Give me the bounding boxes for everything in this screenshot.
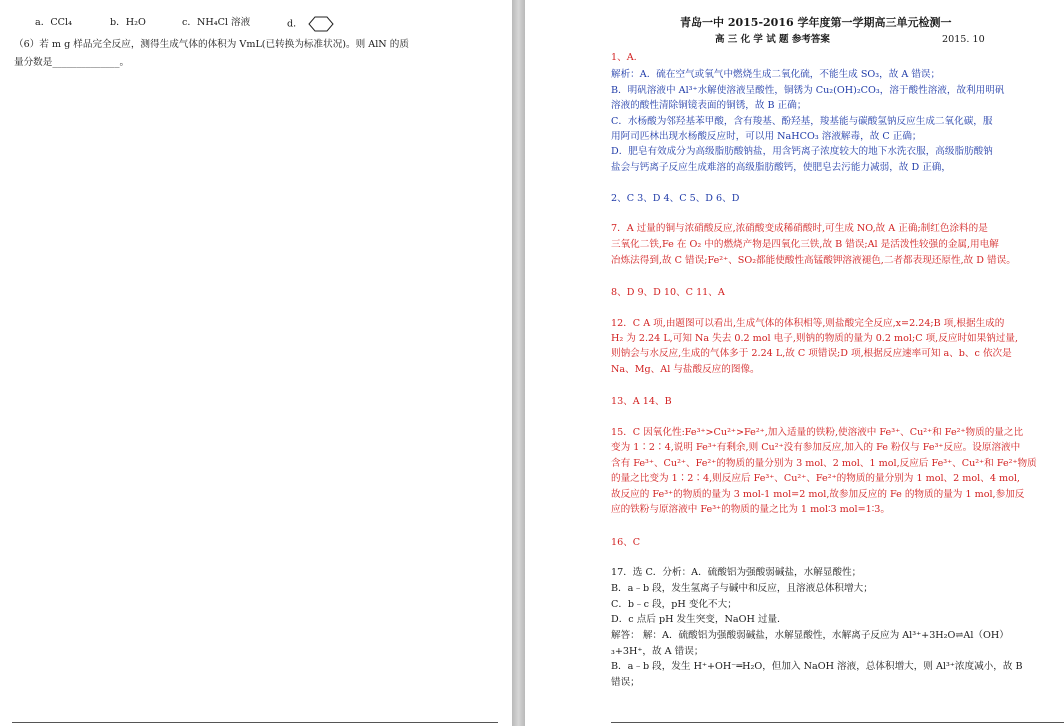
answer-line: 7．A 过量的铜与浓硝酸反应,浓硝酸变成稀硝酸时,可生成 NO,故 A 正确;制红色涂料的是 — [611, 223, 988, 234]
answer-line: D．c 点后 pH 发生突变，NaOH 过量． — [611, 614, 787, 625]
answer-line: 12．C A 项,由题图可以看出,生成气体的体积相等,则盐酸完全反应,x=2.24;B 项,根据生成的 — [611, 318, 1005, 329]
benzene-ring-icon — [308, 16, 334, 32]
answer-line: C．b﹣c 段，pH 变化不大； — [611, 599, 737, 610]
answer-line: 应的铁粉与原溶液中 Fe³⁺的物质的量之比为 1 mol∶3 mol=1∶3。 — [611, 504, 890, 515]
answer-line: 错误； — [611, 677, 640, 688]
left-page — [0, 0, 512, 726]
answer-line: 1、A. — [611, 52, 637, 63]
answer-line: 溶液的酸性清除铜镜表面的铜锈，故 B 正确； — [611, 100, 807, 111]
answer-line: Na、Mg、Al 与盐酸反应的图像。 — [611, 364, 760, 375]
right-footer-rule — [611, 722, 1064, 723]
answer-line: H₂ 为 2.24 L,可知 Na 失去 0.2 mol 电子,则钠的物质的量为 0.2 mol;C 项,反应时如果钠过量, — [611, 333, 1019, 344]
answer-line: ₃+3H⁺，故 A 错误； — [611, 646, 704, 657]
answer-line: 15．C 因氧化性:Fe³⁺>Cu²⁺>Fe²⁺,加入适量的铁粉,使溶液中 Fe³⁺、Cu²⁺和 Fe²⁺物质的量之比 — [611, 427, 1024, 438]
answer-line: 用阿司匹林出现水杨酸反应时，可以用 NaHCO₃ 溶液解毒，故 C 正确； — [611, 131, 922, 142]
option-d-label: d． — [287, 18, 303, 30]
answer-line: B．a﹣b 段，发生 H⁺+OH⁻═H₂O，但加入 NaOH 溶液，总体积增大，则 Al³⁺浓度减小，故 B — [611, 661, 1023, 672]
q6-line-2: 量分数是______________。 — [14, 57, 130, 68]
answer-line: C．水杨酸为邻羟基苯甲酸，含有羧基、酚羟基，羧基能与碳酸氢钠反应生成二氧化碳，服 — [611, 116, 993, 127]
option-d — [287, 16, 334, 32]
answer-line: 8、D 9、D 10、C 11、A — [611, 287, 725, 298]
doc-title: 青岛一中 2015-2016 学年度第一学期高三单元检测一 — [680, 16, 952, 29]
answer-line: D．肥皂有效成分为高级脂肪酸钠盐，用含钙离子浓度较大的地下水洗衣服，高级脂肪酸钠 — [611, 146, 993, 157]
answer-line: B．a﹣b 段，发生氢离子与碱中和反应，且溶液总体积增大； — [611, 583, 873, 594]
page-gutter — [512, 0, 525, 726]
answer-line: 的量之比变为 1∶2∶4,则反应后 Fe³⁺、Cu²⁺、Fe²⁺的物质的量分别为 1 mol、2 mol、4 mol, — [611, 473, 1020, 484]
option-b: b．H₂O — [110, 17, 146, 28]
answer-line: 则钠会与水反应,生成的气体多于 2.24 L,故 C 项错误;D 项,根据反应速率可知 a、b、c 依次是 — [611, 348, 1012, 359]
answer-line: 16、C — [611, 537, 641, 548]
answer-line: 17．选 C．分析：A．硫酸铝为强酸弱碱盐，水解显酸性； — [611, 567, 862, 578]
left-footer-rule — [12, 722, 498, 723]
answer-line: 13、A 14、B — [611, 396, 672, 407]
answer-line: 解答： 解：A．硫酸铝为强酸弱碱盐，水解显酸性，水解离子反应为 Al³⁺+3H₂O⇌Al（OH） — [611, 630, 1009, 641]
option-c: c．NH₄Cl 溶液 — [182, 17, 251, 28]
answer-line: 变为 1∶2∶4,说明 Fe³⁺有剩余,则 Cu²⁺没有参加反应,加入的 Fe 粉仅与 Fe³⁺反应。设原溶液中 — [611, 442, 1021, 453]
answer-line: 2、C 3、D 4、C 5、D 6、D — [611, 193, 740, 204]
option-a: a．CCl₄ — [35, 17, 72, 28]
answer-line: 故反应的 Fe³⁺的物质的量为 3 mol-1 mol=2 mol,故参加反应的 Fe 的物质的量为 1 mol,参加反 — [611, 489, 1025, 500]
answer-line: B．明矾溶液中 Al³⁺水解使溶液呈酸性，铜锈为 Cu₂(OH)₂CO₃，溶于酸性溶液，故利用明矾 — [611, 85, 1005, 96]
right-page — [525, 0, 1064, 726]
answer-line: 含有 Fe³⁺、Cu²⁺、Fe²⁺的物质的量分别为 3 mol、2 mol、1 mol,反应后 Fe³⁺、Cu²⁺和 Fe²⁺物质 — [611, 458, 1037, 469]
answer-line: 三氧化二铁,Fe 在 O₂ 中的燃烧产物是四氧化三铁,故 B 错误;Al 是活泼性较强的金属,用电解 — [611, 239, 999, 250]
q6-line-1: （6）若 m g 样品完全反应，测得生成气体的体积为 VmL(已转换为标准状况)。则 AlN 的质 — [14, 39, 409, 50]
answer-line: 解析：A．硫在空气或氧气中燃烧生成二氧化硫，不能生成 SO₃，故 A 错误； — [611, 69, 941, 80]
answer-line: 冶炼法得到,故 C 错误;Fe²⁺、SO₂都能使酸性高锰酸钾溶液褪色,二者都表现还原性,故 D 错误。 — [611, 255, 1016, 266]
answer-line: 盐会与钙离子反应生成难溶的高级脂肪酸钙，使肥皂去污能力减弱，故 D 正确， — [611, 162, 951, 173]
doc-subtitle: 高 三 化 学 试 题 参考答案 — [715, 34, 830, 45]
doc-date: 2015. 10 — [942, 34, 985, 45]
